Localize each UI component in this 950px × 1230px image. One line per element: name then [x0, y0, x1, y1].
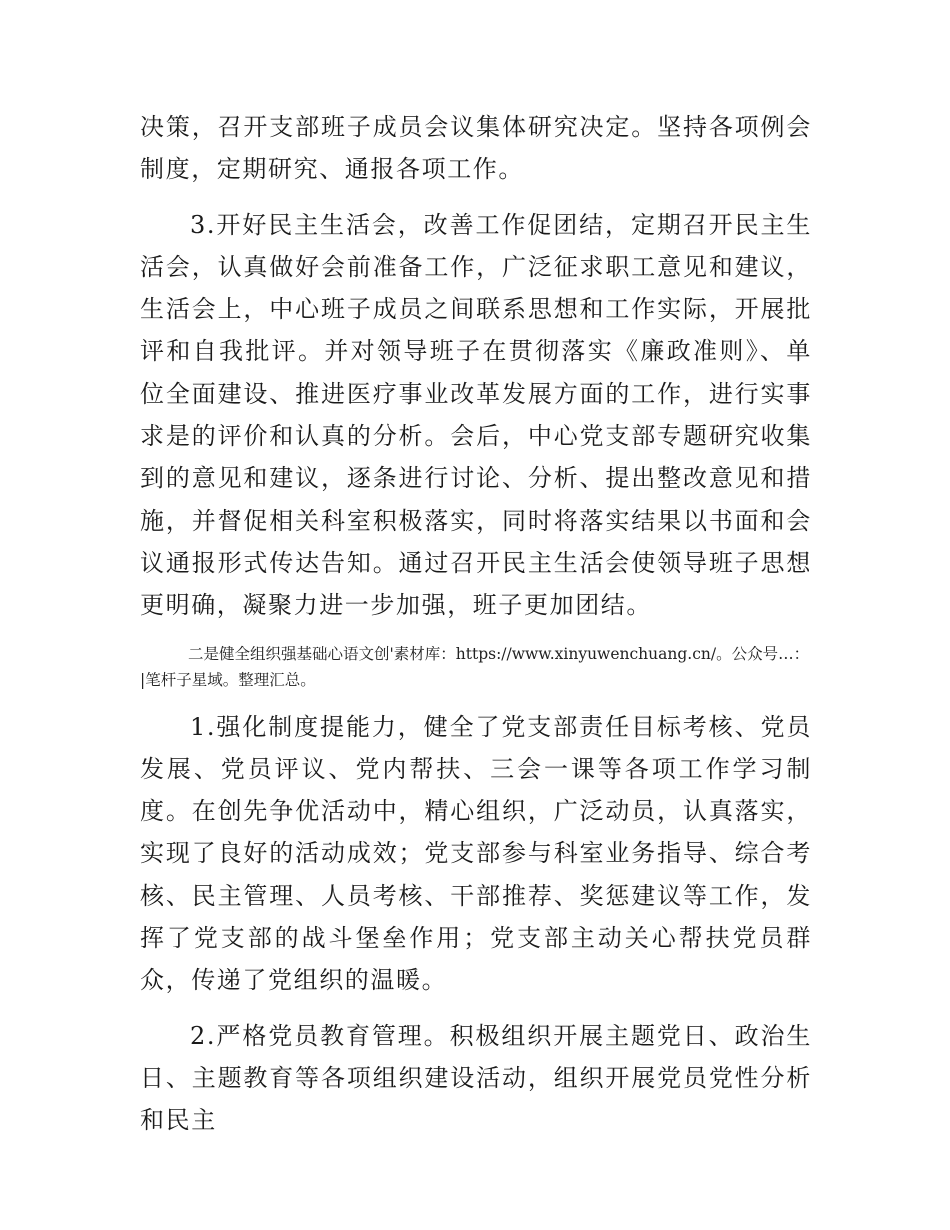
body-paragraph-continuation: 决策，召开支部班子成员会议集体研究决定。坚持各项例会制度，定期研究、通报各项工作。 — [140, 113, 812, 184]
section-heading-note-line-2: |笔杆子星域。整理汇总。 — [140, 670, 316, 689]
section-heading-note-line-1: 二是健全组织强基础心语文创'素材库：https://www.xinyuwenchuang.cn/。公众号…： — [188, 644, 810, 663]
section-heading-note — [140, 641, 812, 693]
body-paragraph-item-2: 2.严格党员教育管理。积极组织开展主题党日、政治生日、主题教育等各项组织建设活动，组织开展党员党性分析和民主 — [140, 1021, 812, 1135]
body-paragraph-item-3: 3.开好民主生活会，改善工作促团结，定期召开民主生活会，认真做好会前准备工作，广泛征求职工意见和建议，生活会上，中心班子成员之间联系思想和工作实际，开展批评和自我批评。并对领导班子在贯彻落实《廉政准则》、单位全面建设、推进医疗事业改革发展方面的工作，进行实事求是的评价和认真的分析。会后，中心党支部专题研究收集到的意见和建议，逐条进行讨论、分析、提出整改意见和措施，并督促相关科室积极落实，同时将落实结果以书面和会议通报形式传达告知。通过召开民主生活会使领导班子思想更明确，凝聚力进一步加强，班子更加团结。 — [140, 210, 812, 620]
document-page — [140, 106, 812, 1142]
body-paragraph-item-1: 1.强化制度提能力，健全了党支部责任目标考核、党员发展、党员评议、党内帮扶、三会一课等各项工作学习制度。在创先争优活动中，精心组织，广泛动员，认真落实，实现了良好的活动成效；党支部参与科室业务指导、综合考核、民主管理、人员考核、干部推荐、奖惩建议等工作，发挥了党支部的战斗堡垒作用；党支部主动关心帮扶党员群众，传递了党组织的温暖。 — [140, 712, 812, 995]
